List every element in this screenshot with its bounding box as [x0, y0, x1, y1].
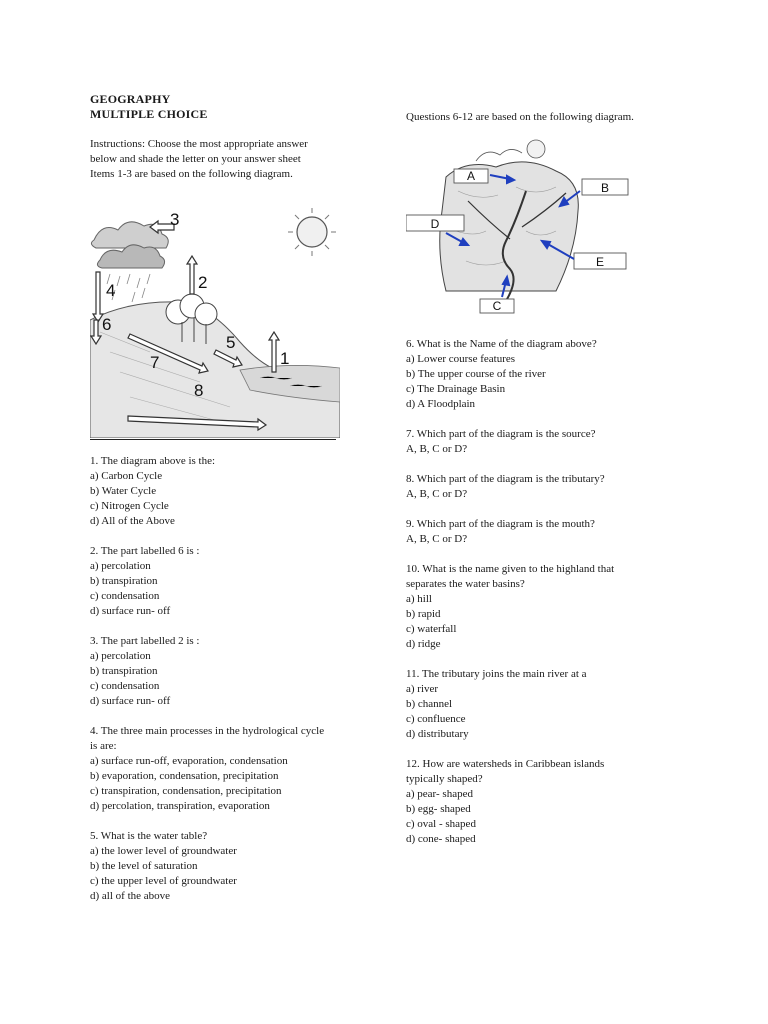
cycle-label-8: 8: [194, 381, 204, 400]
cycle-label-3: 3: [170, 210, 180, 229]
instructions-line-1: Instructions: Choose the most appropriate answer: [90, 138, 308, 150]
left-question-list: [90, 454, 370, 919]
cycle-label-2: 2: [198, 273, 208, 292]
question-block: [406, 562, 686, 667]
answer-option: b) Water Cycle: [90, 485, 157, 497]
answer-option: b) the level of saturation: [90, 860, 198, 872]
question-stem: 4. The three main processes in the hydrological cycle: [90, 725, 325, 737]
basin-label-e: E: [595, 255, 605, 269]
answer-option: b) The upper course of the river: [406, 368, 546, 380]
answer-option: b) transpiration: [90, 575, 158, 587]
sun-icon: [527, 140, 545, 158]
cycle-label-1: 1: [280, 349, 290, 368]
instructions-line-2: below and shade the letter on your answer sheet: [90, 153, 301, 165]
answer-option: c) waterfall: [406, 623, 457, 635]
answer-option: a) Carbon Cycle: [90, 470, 163, 482]
question-block: [406, 427, 686, 472]
answer-option: d) distributary: [406, 728, 469, 740]
answer-option: a) percolation: [90, 560, 151, 572]
basin-label-d: D: [430, 217, 440, 231]
type-heading: MULTIPLE CHOICE: [90, 107, 208, 121]
question-stem: 11. The tributary joins the main river at a: [406, 668, 587, 680]
question-block: [406, 667, 686, 757]
answer-option: a) pear- shaped: [406, 788, 473, 800]
answer-option: d) ridge: [406, 638, 441, 650]
answer-option: a) the lower level of groundwater: [90, 845, 237, 857]
right-question-list: [406, 337, 686, 862]
answer-option: a) river: [406, 683, 439, 695]
question-stem: A, B, C or D?: [406, 533, 468, 545]
question-block: [406, 337, 686, 427]
answer-option: c) Nitrogen Cycle: [90, 500, 169, 512]
question-stem: 12. How are watersheds in Caribbean islands: [406, 758, 605, 770]
question-block: [90, 544, 370, 634]
question-stem: 9. Which part of the diagram is the mouth?: [406, 518, 595, 530]
question-stem: 3. The part labelled 2 is :: [90, 635, 200, 647]
question-stem: A, B, C or D?: [406, 443, 468, 455]
right-intro: Questions 6-12 are based on the following diagram.: [406, 111, 634, 123]
question-stem: separates the water basins?: [406, 578, 525, 590]
answer-option: c) condensation: [90, 680, 160, 692]
answer-option: c) confluence: [406, 713, 466, 725]
right-column: [406, 110, 686, 862]
question-block: [406, 472, 686, 517]
basin-label-c: C: [492, 299, 502, 313]
answer-option: b) channel: [406, 698, 453, 710]
question-stem: 6. What is the Name of the diagram above?: [406, 338, 597, 350]
question-stem: 2. The part labelled 6 is :: [90, 545, 200, 557]
question-stem: 10. What is the name given to the highland that: [406, 563, 615, 575]
answer-option: d) all of the above: [90, 890, 171, 902]
question-stem: 1. The diagram above is the:: [90, 455, 216, 467]
question-stem: typically shaped?: [406, 773, 483, 785]
subject-heading: GEOGRAPHY: [90, 92, 171, 106]
question-stem: A, B, C or D?: [406, 488, 468, 500]
question-stem: 7. Which part of the diagram is the source?: [406, 428, 596, 440]
answer-option: d) surface run- off: [90, 695, 171, 707]
question-block: [90, 634, 370, 724]
question-block: [406, 757, 686, 862]
question-stem: 5. What is the water table?: [90, 830, 208, 842]
answer-option: a) hill: [406, 593, 432, 605]
answer-option: d) surface run- off: [90, 605, 171, 617]
answer-option: b) egg- shaped: [406, 803, 471, 815]
instructions-line-3: Items 1-3 are based on the following diagram.: [90, 168, 293, 180]
answer-option: c) condensation: [90, 590, 160, 602]
answer-option: a) percolation: [90, 650, 151, 662]
question-block: [90, 454, 370, 544]
answer-option: b) transpiration: [90, 665, 158, 677]
left-column: [90, 92, 370, 919]
answer-option: a) surface run-off, evaporation, condensation: [90, 755, 288, 767]
answer-option: b) evaporation, condensation, precipitation: [90, 770, 279, 782]
cycle-label-5: 5: [226, 333, 236, 352]
question-stem: is are:: [90, 740, 117, 752]
question-block: [90, 724, 370, 829]
basin-label-a: A: [466, 169, 476, 183]
cycle-label-6: 6: [102, 315, 112, 334]
answer-option: c) transpiration, condensation, precipitation: [90, 785, 282, 797]
question-block: [406, 517, 686, 562]
answer-option: d) A Floodplain: [406, 398, 476, 410]
answer-option: c) The Drainage Basin: [406, 383, 506, 395]
answer-option: a) Lower course features: [406, 353, 516, 365]
answer-option: c) oval - shaped: [406, 818, 476, 830]
water-cycle-diagram: [90, 202, 340, 438]
question-stem: 8. Which part of the diagram is the tributary?: [406, 473, 605, 485]
sun-icon: [288, 208, 336, 256]
answer-option: b) rapid: [406, 608, 441, 620]
answer-option: c) the upper level of groundwater: [90, 875, 237, 887]
cycle-label-7: 7: [150, 353, 160, 372]
answer-option: d) cone- shaped: [406, 833, 476, 845]
answer-option: d) percolation, transpiration, evaporation: [90, 800, 270, 812]
answer-option: d) All of the Above: [90, 515, 175, 527]
question-block: [90, 829, 370, 919]
basin-label-b: B: [600, 181, 610, 195]
drainage-basin-diagram: [406, 131, 646, 327]
cycle-label-4: 4: [106, 281, 116, 300]
